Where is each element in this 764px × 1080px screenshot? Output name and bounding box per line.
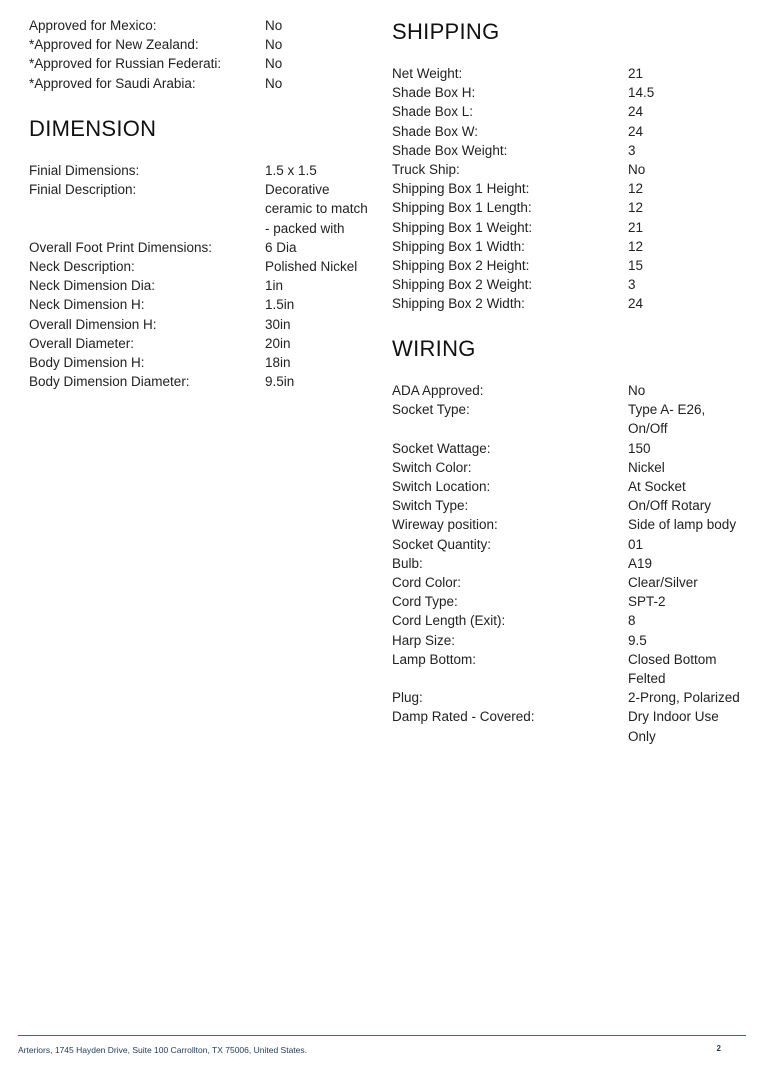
spec-row — [392, 535, 752, 554]
spec-value: 30in — [265, 316, 291, 332]
spec-value: 150 — [628, 440, 651, 456]
spec-label: Truck Ship: — [392, 162, 460, 178]
spec-row — [392, 458, 752, 477]
spec-row — [392, 554, 752, 573]
spec-row — [392, 381, 752, 400]
spec-row — [392, 198, 752, 217]
spec-row — [392, 179, 752, 198]
spec-row — [392, 160, 752, 179]
spec-label: Neck Dimension H: — [29, 297, 145, 313]
spec-value: 20in — [265, 335, 291, 351]
spec-value: 9.5 — [628, 632, 647, 648]
spec-label: Overall Foot Print Dimensions: — [29, 239, 213, 255]
spec-value: 12 — [628, 200, 644, 216]
spec-value: 1in — [265, 278, 284, 294]
spec-value: No — [628, 162, 646, 178]
section-heading: DIMENSION — [29, 116, 157, 141]
spec-label: Neck Description: — [29, 259, 135, 275]
spec-label: Cord Type: — [392, 594, 458, 610]
spec-label: Shipping Box 2 Weight: — [392, 277, 533, 293]
spec-row — [392, 102, 752, 121]
spec-row — [29, 238, 374, 257]
spec-value: Decorative ceramic to match - packed with — [265, 182, 368, 236]
spec-value: No — [265, 75, 283, 91]
spec-label: Lamp Bottom: — [392, 651, 477, 667]
spec-value: Polished Nickel — [265, 259, 358, 275]
spec-row — [392, 477, 752, 496]
spec-label: Body Dimension Diameter: — [29, 374, 190, 390]
spec-label: Overall Dimension H: — [29, 316, 157, 332]
spec-row — [392, 64, 752, 83]
spec-row — [392, 631, 752, 650]
spec-row — [392, 650, 752, 688]
spec-row — [392, 275, 752, 294]
spec-label: Bulb: — [392, 555, 423, 571]
spec-value: 14.5 — [628, 85, 655, 101]
spec-value: 12 — [628, 181, 644, 197]
spec-value: No — [265, 37, 283, 53]
spec-row — [29, 16, 374, 35]
spec-value: 24 — [628, 296, 644, 312]
spec-value: 9.5in — [265, 374, 295, 390]
spec-label: Shipping Box 1 Height: — [392, 181, 530, 197]
spec-row — [29, 372, 374, 391]
spec-label: Neck Dimension Dia: — [29, 278, 156, 294]
spec-row — [392, 592, 752, 611]
spec-value: 21 — [628, 66, 644, 81]
spec-value: 24 — [628, 123, 644, 139]
spec-label: Net Weight: — [392, 66, 463, 81]
spec-label: Socket Type: — [392, 402, 470, 418]
spec-value: 6 Dia — [265, 239, 297, 255]
spec-row — [29, 74, 374, 93]
spec-row — [29, 295, 374, 314]
spec-row — [29, 161, 374, 180]
spec-value: 2-Prong, Polarized — [628, 690, 740, 706]
spec-row — [392, 256, 752, 275]
page-number: 2 — [716, 1044, 721, 1053]
spec-value: 1.5in — [265, 297, 295, 313]
spec-label: Harp Size: — [392, 632, 456, 648]
spec-label: Shipping Box 2 Height: — [392, 258, 530, 274]
spec-value: 1.5 x 1.5 — [265, 163, 317, 178]
spec-row — [392, 218, 752, 237]
spec-value: 01 — [628, 536, 644, 552]
spec-value: At Socket — [628, 479, 686, 495]
spec-label: Shade Box L: — [392, 104, 474, 120]
spec-row — [29, 276, 374, 295]
spec-value: No — [265, 56, 283, 72]
spec-row — [29, 353, 374, 372]
spec-row — [392, 688, 752, 707]
spec-label: Body Dimension H: — [29, 355, 145, 371]
spec-label: Damp Rated - Covered: — [392, 709, 535, 725]
spec-value: Type A- E26, On/Off — [628, 402, 706, 437]
spec-value: 15 — [628, 258, 644, 274]
spec-label: Switch Location: — [392, 479, 491, 495]
spec-label: Cord Color: — [392, 575, 462, 591]
spec-row — [392, 515, 752, 534]
spec-label: Shipping Box 2 Width: — [392, 296, 525, 312]
spec-label: Switch Type: — [392, 498, 469, 514]
spec-row — [29, 35, 374, 54]
spec-value: A19 — [628, 555, 653, 571]
spec-value: Clear/Silver — [628, 575, 698, 591]
spec-label: ADA Approved: — [392, 383, 484, 398]
shipping-section — [392, 19, 752, 314]
spec-value: No — [265, 18, 283, 33]
spec-row — [29, 334, 374, 353]
spec-row — [29, 257, 374, 276]
approvals-section — [29, 16, 374, 93]
spec-label: *Approved for Saudi Arabia: — [29, 75, 196, 91]
spec-row — [392, 141, 752, 160]
spec-row — [29, 54, 374, 73]
spec-label: Shade Box Weight: — [392, 142, 508, 158]
spec-value: Nickel — [628, 459, 665, 475]
spec-label: Wireway position: — [392, 517, 498, 533]
spec-value: No — [628, 383, 646, 398]
spec-label: Approved for Mexico: — [29, 18, 157, 33]
spec-value: Dry Indoor Use Only — [628, 709, 719, 744]
spec-row — [392, 707, 752, 745]
spec-row — [392, 237, 752, 256]
footer-address: Arteriors, 1745 Hayden Drive, Suite 100 Carrollton, TX 75006, United States. — [18, 1045, 307, 1055]
spec-value: On/Off Rotary — [628, 498, 712, 514]
section-heading: SHIPPING — [392, 19, 500, 44]
spec-value: 3 — [628, 277, 636, 293]
spec-label: Overall Diameter: — [29, 335, 135, 351]
footer-divider — [18, 1035, 746, 1036]
spec-row — [392, 496, 752, 515]
spec-value: 21 — [628, 219, 644, 235]
dimension-section — [29, 116, 374, 391]
spec-label: Socket Quantity: — [392, 536, 492, 552]
spec-value: 18in — [265, 355, 291, 371]
spec-value: 12 — [628, 238, 644, 254]
spec-row — [392, 611, 752, 630]
spec-value: Closed Bottom Felted — [628, 651, 717, 687]
wiring-section — [392, 336, 752, 746]
spec-value: SPT-2 — [628, 594, 666, 610]
spec-row — [29, 180, 374, 238]
spec-label: *Approved for Russian Federati: — [29, 56, 222, 72]
spec-row — [392, 294, 752, 313]
spec-label: Shipping Box 1 Width: — [392, 238, 525, 254]
spec-row — [392, 400, 752, 438]
spec-label: Cord Length (Exit): — [392, 613, 506, 629]
spec-row — [392, 573, 752, 592]
spec-value: 24 — [628, 104, 644, 120]
spec-row — [29, 315, 374, 334]
spec-label: Socket Wattage: — [392, 440, 491, 456]
spec-label: Finial Dimensions: — [29, 163, 140, 178]
spec-label: *Approved for New Zealand: — [29, 37, 199, 53]
spec-label: Finial Description: — [29, 182, 137, 198]
spec-label: Shipping Box 1 Length: — [392, 200, 532, 216]
spec-label: Switch Color: — [392, 459, 472, 475]
spec-value: Side of lamp body — [628, 517, 737, 533]
spec-value: 3 — [628, 142, 636, 158]
spec-row — [392, 122, 752, 141]
spec-label: Shipping Box 1 Weight: — [392, 219, 533, 235]
spec-row — [392, 83, 752, 102]
spec-value: 8 — [628, 613, 636, 629]
spec-label: Shade Box H: — [392, 85, 476, 101]
section-heading: WIRING — [392, 336, 476, 361]
spec-label: Shade Box W: — [392, 123, 479, 139]
spec-label: Plug: — [392, 690, 423, 706]
spec-row — [392, 439, 752, 458]
